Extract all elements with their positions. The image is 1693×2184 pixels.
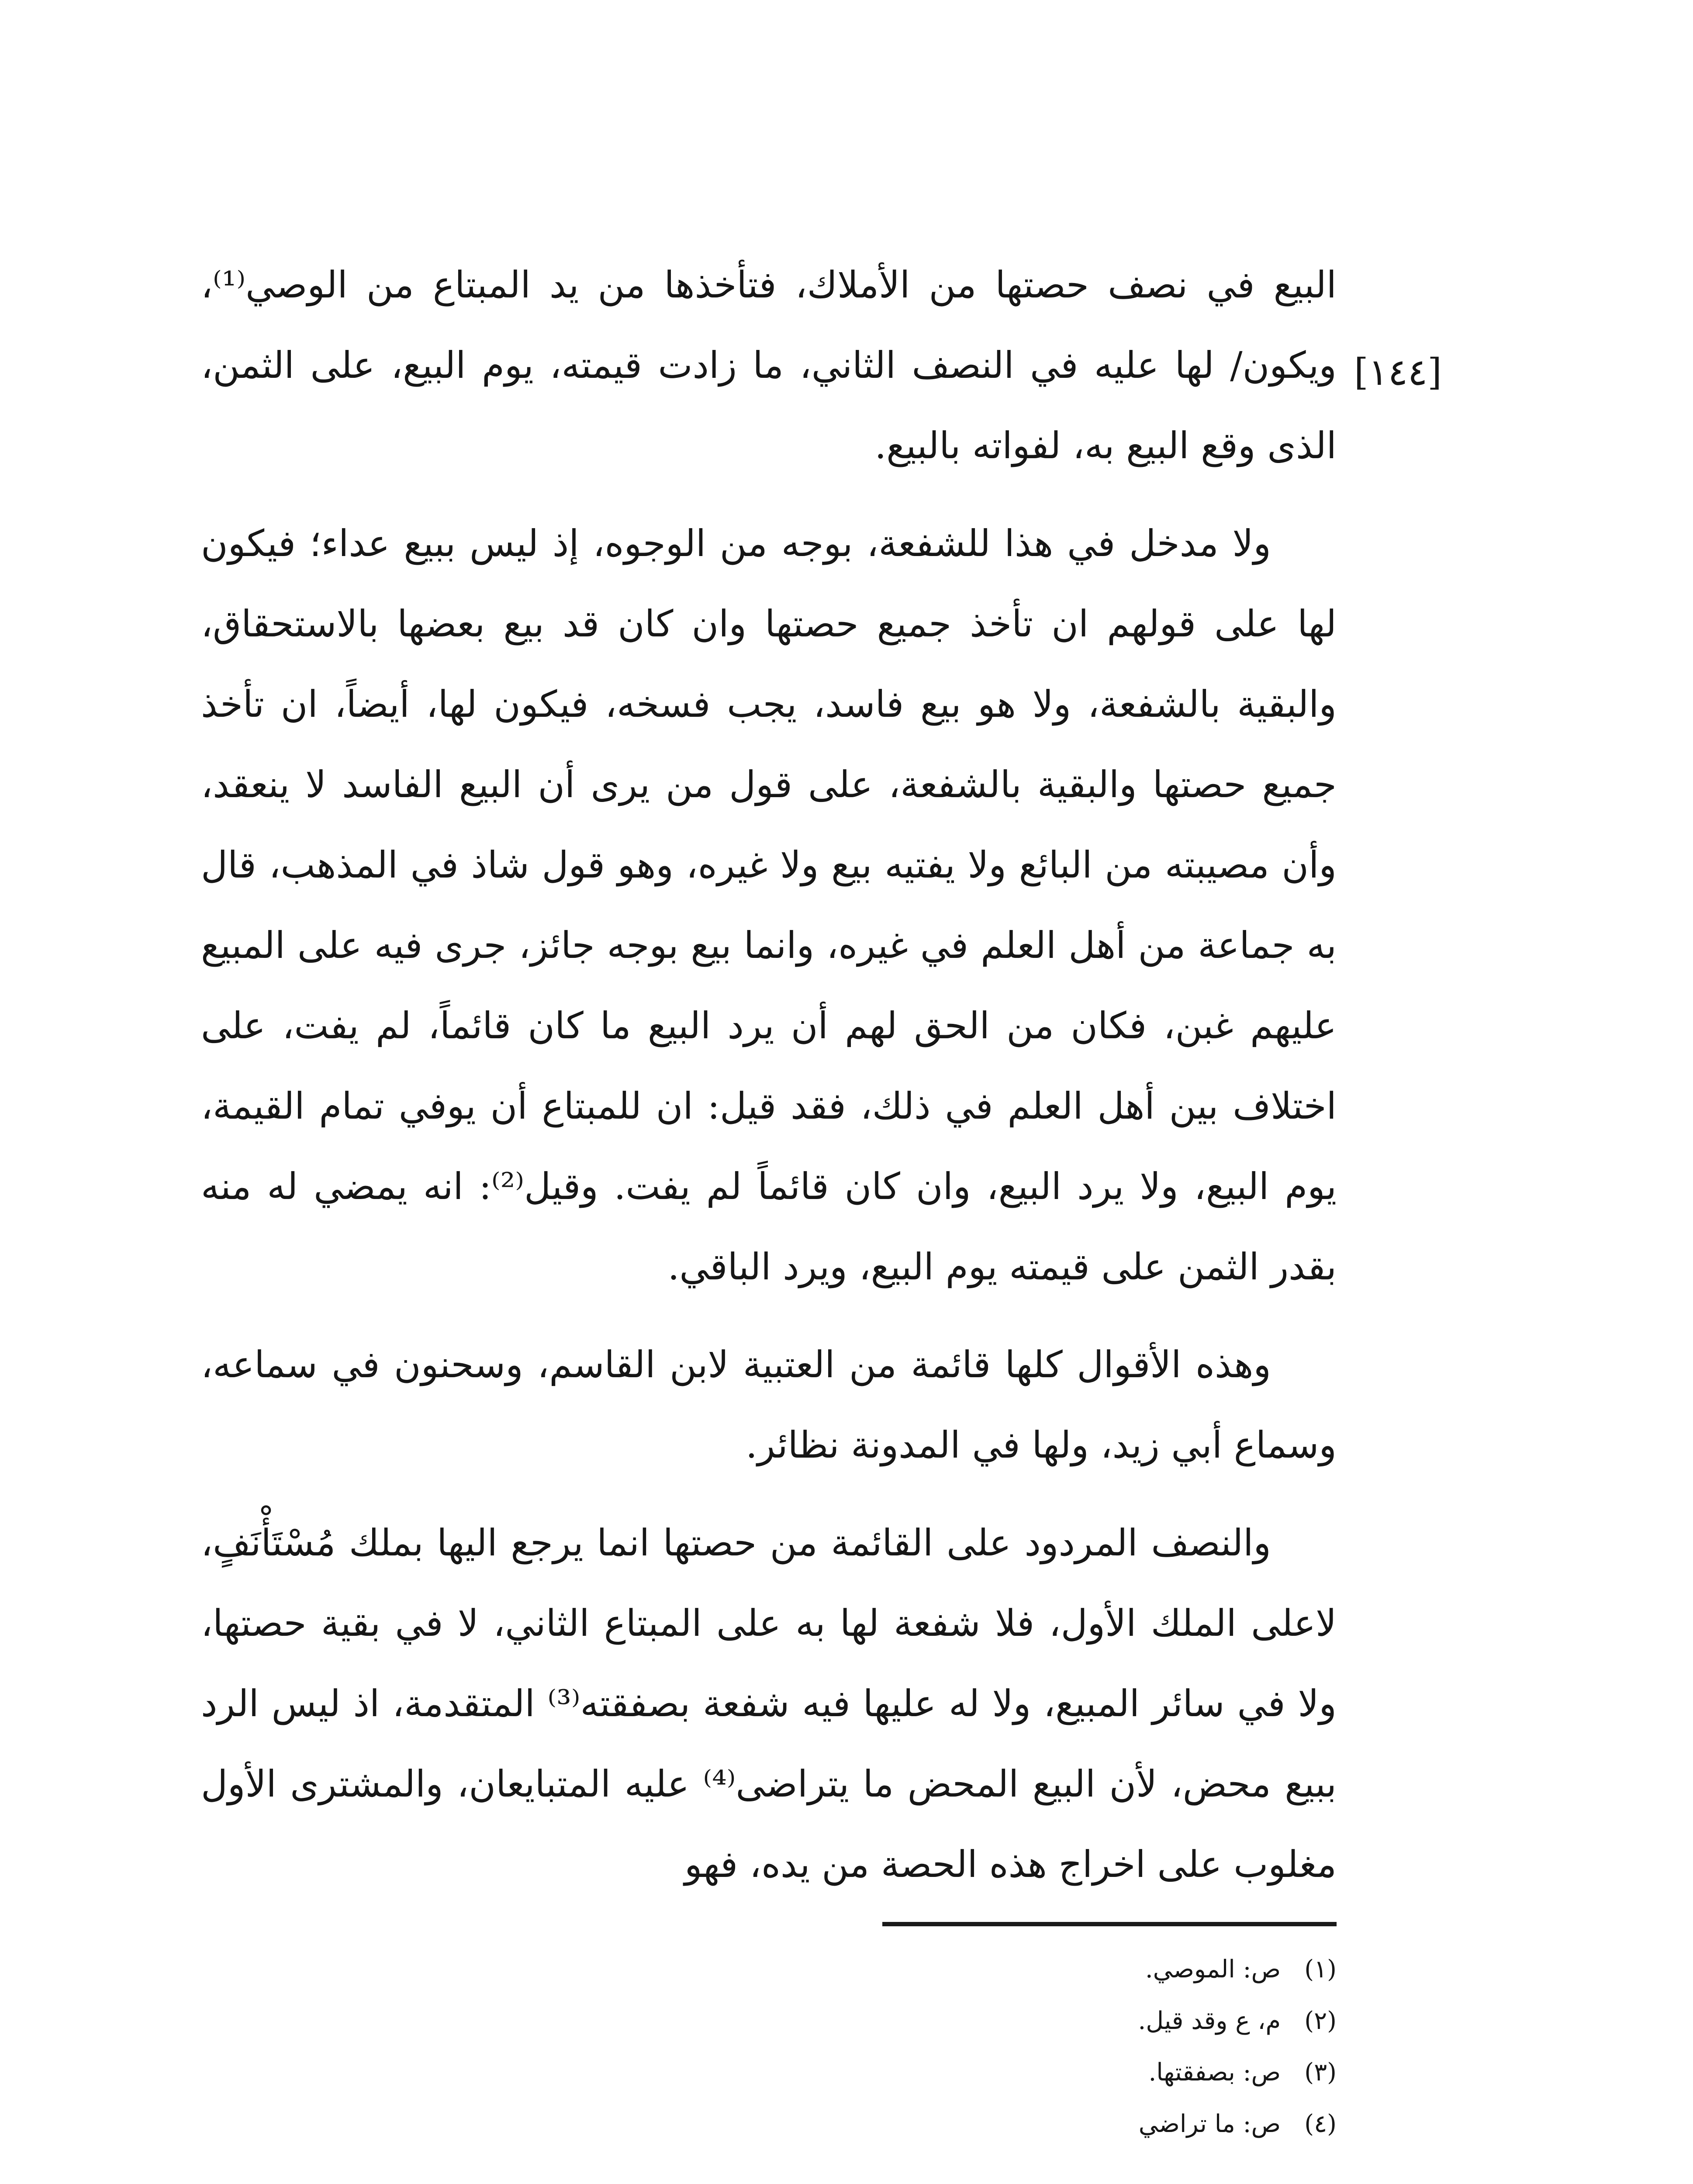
paragraph-3: وهذه الأقوال كلها قائمة من العتبية لابن القاسم، وسحنون في سماعه، وسماع أبي زيد، ولها في المدونة نظائر.	[201, 1343, 1337, 1466]
footnote-text: ص: الموصي.	[1145, 1955, 1281, 1984]
footnote-1	[830, 1944, 1337, 1995]
footnotes	[830, 1944, 1337, 2150]
footnote-number: (٣)	[1304, 2058, 1337, 2087]
footnote-text: ص: بصفقتها.	[1148, 2058, 1281, 2087]
footnote-text: م، ع وقد قيل.	[1138, 2007, 1281, 2035]
footnote-number: (٢)	[1304, 2007, 1337, 2035]
footnote-number: (٤)	[1304, 2110, 1337, 2138]
footnote-4	[830, 2098, 1337, 2150]
margin-page-reference: [١٤٤]	[1354, 351, 1442, 394]
footnote-separator	[882, 1922, 1337, 1926]
footnote-2	[830, 1995, 1337, 2047]
paragraph-1: البيع في نصف حصتها من الأملاك، فتأخذها من يد المبتاع من الوصي⁽¹⁾، ويكون/ لها عليه في النصف الثاني، ما زادت قيمته، يوم البيع، على الثمن، الذى وقع البيع به، لفواته بالبيع.	[201, 263, 1337, 467]
paragraph-4: والنصف المردود على القائمة من حصتها انما يرجع اليها بملك مُسْتَأْنَفٍ، لاعلى الملك الأول، فلا شفعة لها به على المبتاع الثاني، لا في بقية حصتها، ولا في سائر المبيع، ولا له عليها فيه شفعة بصفقته⁽³⁾ المتقدمة، اذ ليس الرد ببيع محض، لأن البيع المحض ما يتراضى⁽⁴⁾ عليه المتبايعان، والمشترى الأول مغلوب على اخراج هذه الحصة من يده، فهو	[201, 1521, 1337, 1886]
footnote-text: ص: ما تراضي	[1138, 2110, 1281, 2138]
footnote-3	[830, 2047, 1337, 2098]
footnote-number: (١)	[1304, 1955, 1337, 1984]
paragraph-2: ولا مدخل في هذا للشفعة، بوجه من الوجوه، إذ ليس ببيع عداء؛ فيكون لها على قولهم ان تأخذ جميع حصتها وان كان قد بيع بعضها بالاستحقاق، والبقية بالشفعة، ولا هو بيع فاسد، يجب فسخه، فيكون لها، أيضاً، ان تأخذ جميع حصتها والبقية بالشفعة، على قول من يرى أن البيع الفاسد لا ينعقد، وأن مصيبته من البائع ولا يفتيه بيع ولا غيره، وهو قول شاذ في المذهب، قال به جماعة من أهل العلم في غيره، وانما بيع بوجه جائز، جرى فيه على المبيع عليهم غبن، فكان من الحق لهم أن يرد البيع ما كان قائماً، لم يفت، على اختلاف بين أهل العلم في ذلك، فقد قيل: ان للمبتاع أن يوفي تمام القيمة، يوم البيع، ولا يرد البيع، وان كان قائماً لم يفت. وقيل⁽²⁾: انه يمضي له منه بقدر الثمن على قيمته يوم البيع، ويرد الباقي.	[201, 522, 1337, 1288]
main-text	[201, 245, 1337, 1922]
